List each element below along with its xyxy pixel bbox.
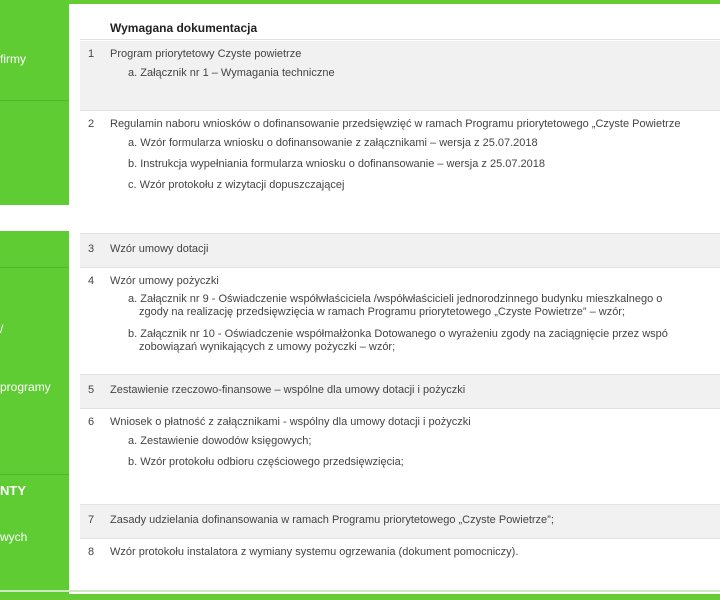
table-header-title: Wymagana dokumentacja (110, 21, 258, 35)
sidebar: firmy / programy NTY wych (0, 0, 69, 600)
document-link[interactable]: Zestawienie rzeczowo-finansowe – wspólne dla umowy dotacji i pożyczki (110, 384, 466, 396)
document-link[interactable]: Wzór protokołu instalatora z wymiany systemu ogrzewania (dokument pomocniczy). (110, 546, 519, 558)
document-sub-link[interactable]: a. Załącznik nr 1 – Wymagania techniczne (128, 67, 335, 79)
document-sub-link[interactable]: b. Wzór protokołu odbioru częściowego przedsięwzięcia; (128, 456, 404, 468)
table-header (80, 14, 720, 40)
top-accent-bar (0, 0, 720, 4)
sidebar-divider (0, 267, 69, 268)
row-number: 1 (88, 48, 95, 60)
document-sub-link[interactable]: a. Załącznik nr 9 - Oświadczenie współwłaściciela /współwłaścicieli jednorodzinnego budynku mieszkalnego o (128, 293, 663, 305)
row-number: 8 (88, 546, 95, 558)
document-link[interactable]: Program priorytetowy Czyste powietrze (110, 48, 302, 60)
document-sub-link-continued: zobowiązań wynikających z umowy pożyczki – wzór; (139, 341, 396, 353)
footer-divider (0, 590, 720, 592)
table-row (80, 111, 720, 234)
table-row (80, 505, 720, 539)
document-link[interactable]: Wzór umowy pożyczki (110, 275, 219, 287)
document-sub-link[interactable]: c. Wzór protokołu z wizytacji dopuszczającej (128, 179, 345, 191)
sidebar-divider (0, 100, 69, 101)
sidebar-item-active[interactable] (0, 205, 69, 231)
document-link[interactable]: Wzór umowy dotacji (110, 243, 209, 255)
documents-table (80, 14, 720, 40)
document-link[interactable]: Wniosek o płatność z załącznikami - wspólny dla umowy dotacji i pożyczki (110, 416, 471, 428)
table-row (80, 41, 720, 111)
table-row (80, 234, 720, 268)
sidebar-divider (0, 474, 69, 475)
document-link[interactable]: Zasady udzielania dofinansowania w ramach Programu priorytetowego „Czyste Powietrze”; (110, 514, 554, 526)
row-number: 5 (88, 384, 95, 396)
row-number: 4 (88, 275, 95, 287)
table-row (80, 375, 720, 409)
document-sub-link[interactable]: b. Załącznik nr 10 - Oświadczenie współmałżonka Dotowanego o wyrażeniu zgody na zaciągnięcie przez wspó (128, 328, 668, 340)
row-number: 6 (88, 416, 95, 428)
table-row (80, 268, 720, 375)
document-sub-link-continued: zgody na realizację przedsięwzięcia w ramach Programu priorytetowego „Czyste Powietrze” – wzór; (139, 306, 626, 318)
document-sub-link[interactable]: a. Zestawienie dowodów księgowych; (128, 435, 312, 447)
row-number: 3 (88, 243, 95, 255)
row-number: 2 (88, 118, 95, 130)
bottom-accent-bar (0, 594, 720, 600)
table-row (80, 409, 720, 505)
document-link[interactable]: Regulamin naboru wniosków o dofinansowanie przedsięwzięć w ramach Programu priorytetowego „Czyste Powietrze (110, 118, 681, 130)
document-sub-link[interactable]: a. Wzór formularza wniosku o dofinansowanie z załącznikami – wersja z 25.07.2018 (128, 137, 538, 149)
row-number: 7 (88, 514, 95, 526)
document-sub-link[interactable]: b. Instrukcja wypełniania formularza wniosku o dofinansowanie – wersja z 25.07.2018 (128, 158, 546, 170)
table-row (80, 539, 720, 573)
